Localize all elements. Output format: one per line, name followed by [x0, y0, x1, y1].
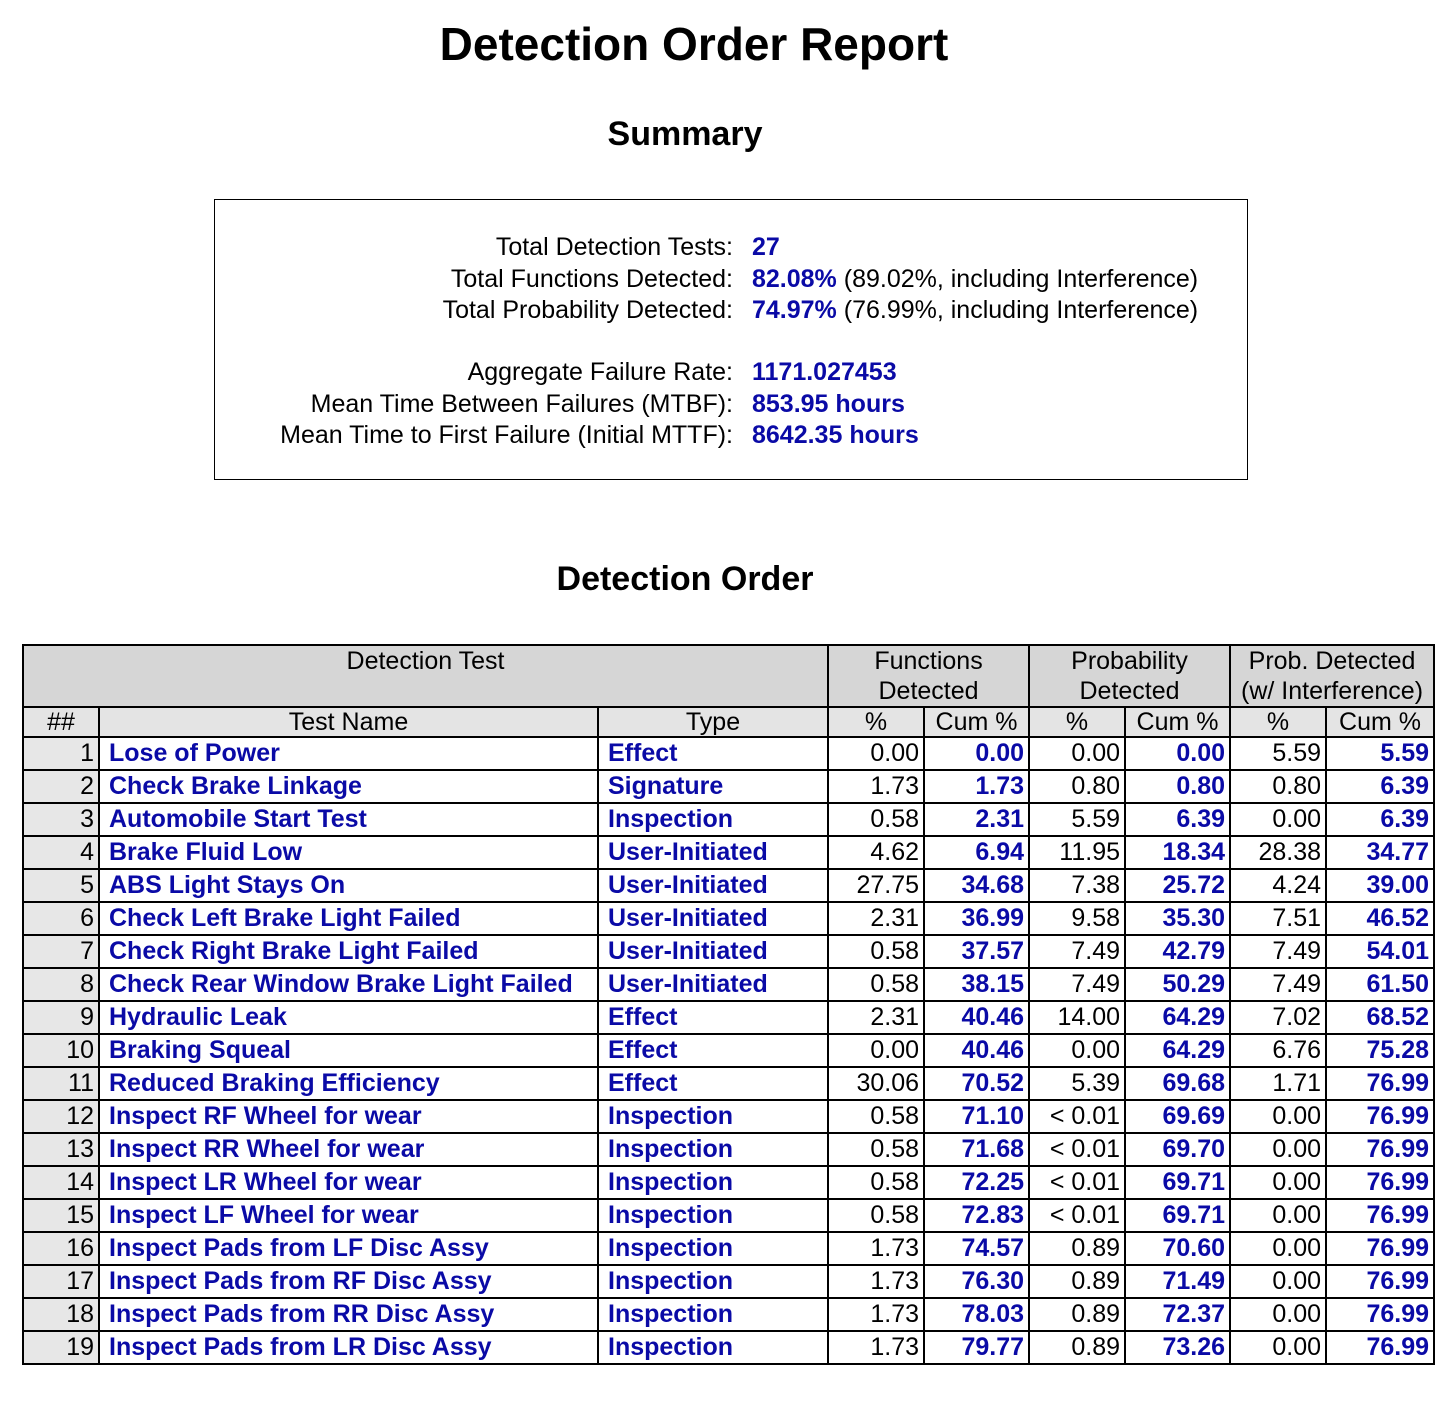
- interference-pct: 0.00: [1230, 1265, 1326, 1298]
- probability-pct: 5.59: [1029, 803, 1125, 836]
- functions-cum-pct: 78.03: [924, 1298, 1029, 1331]
- probability-cum-pct: 71.49: [1125, 1265, 1230, 1298]
- probability-cum-pct: 18.34: [1125, 836, 1230, 869]
- summary-label: Mean Time Between Failures (MTBF):: [310, 390, 733, 418]
- summary-total-tests: [215, 231, 1247, 263]
- summary-value: 1171.027453: [752, 358, 897, 386]
- functions-cum-pct: 37.57: [924, 935, 1029, 968]
- row-number: 10: [23, 1034, 99, 1067]
- functions-cum-pct: 6.94: [924, 836, 1029, 869]
- summary-probability-detected: [215, 294, 1247, 326]
- column-header-num[interactable]: ##: [23, 707, 99, 737]
- group-header-row: [23, 645, 1434, 707]
- group-header-probability-detected: Probability Detected: [1029, 645, 1230, 707]
- functions-pct: 4.62: [828, 836, 924, 869]
- row-number: 15: [23, 1199, 99, 1232]
- functions-cum-pct: 38.15: [924, 968, 1029, 1001]
- functions-cum-pct: 76.30: [924, 1265, 1029, 1298]
- probability-cum-pct: 70.60: [1125, 1232, 1230, 1265]
- probability-pct: 0.89: [1029, 1331, 1125, 1364]
- row-number: 19: [23, 1331, 99, 1364]
- interference-pct: 0.00: [1230, 1133, 1326, 1166]
- row-number: 5: [23, 869, 99, 902]
- table-row: [23, 1100, 1434, 1133]
- interference-cum-pct: 5.59: [1326, 737, 1434, 770]
- probability-cum-pct: 6.39: [1125, 803, 1230, 836]
- test-type-link[interactable]: Inspection: [598, 803, 828, 836]
- probability-cum-pct: 69.68: [1125, 1067, 1230, 1100]
- summary-mttf: [215, 419, 1247, 451]
- interference-cum-pct: 76.99: [1326, 1067, 1434, 1100]
- table-row: [23, 1232, 1434, 1265]
- summary-label: Aggregate Failure Rate:: [467, 358, 733, 386]
- row-number: 9: [23, 1001, 99, 1034]
- summary-value-wrap: [752, 263, 1198, 295]
- probability-cum-pct: 69.71: [1125, 1199, 1230, 1232]
- functions-cum-pct: 72.25: [924, 1166, 1029, 1199]
- table-row: [23, 1001, 1434, 1034]
- functions-cum-pct: 34.68: [924, 869, 1029, 902]
- interference-pct: 0.00: [1230, 1331, 1326, 1364]
- probability-pct: 7.49: [1029, 935, 1125, 968]
- probability-cum-pct: 42.79: [1125, 935, 1230, 968]
- row-number: 17: [23, 1265, 99, 1298]
- table-row: [23, 1298, 1434, 1331]
- row-number: 8: [23, 968, 99, 1001]
- summary-value-wrap: [752, 294, 1198, 326]
- interference-pct: 0.00: [1230, 1199, 1326, 1232]
- summary-box: [214, 199, 1248, 480]
- probability-cum-pct: 64.29: [1125, 1034, 1230, 1067]
- functions-pct: 27.75: [828, 869, 924, 902]
- detection-order-table: [22, 644, 1435, 1365]
- interference-cum-pct: 39.00: [1326, 869, 1434, 902]
- interference-cum-pct: 54.01: [1326, 935, 1434, 968]
- interference-cum-pct: 76.99: [1326, 1298, 1434, 1331]
- interference-cum-pct: 34.77: [1326, 836, 1434, 869]
- column-header-intf-cum[interactable]: Cum %: [1326, 707, 1434, 737]
- test-name-link[interactable]: Inspect RR Wheel for wear: [99, 1133, 598, 1166]
- summary-functions-detected: [215, 263, 1247, 295]
- test-type-link[interactable]: Inspection: [598, 1199, 828, 1232]
- summary-value: 853.95 hours: [752, 390, 905, 418]
- report-title: Detection Order Report: [439, 18, 949, 70]
- test-name-link[interactable]: Check Left Brake Light Failed: [99, 902, 598, 935]
- interference-pct: 7.49: [1230, 968, 1326, 1001]
- column-header-prob-pct[interactable]: %: [1029, 707, 1125, 737]
- test-type-link[interactable]: User-Initiated: [598, 935, 828, 968]
- probability-cum-pct: 25.72: [1125, 869, 1230, 902]
- summary-value-wrap: [752, 419, 919, 451]
- summary-value-wrap: [752, 388, 905, 420]
- probability-pct: < 0.01: [1029, 1100, 1125, 1133]
- test-name-link[interactable]: Inspect Pads from LR Disc Assy: [99, 1331, 598, 1364]
- test-name-link[interactable]: Braking Squeal: [99, 1034, 598, 1067]
- test-name-link[interactable]: Inspect LF Wheel for wear: [99, 1199, 598, 1232]
- probability-cum-pct: 35.30: [1125, 902, 1230, 935]
- row-number: 14: [23, 1166, 99, 1199]
- test-type-link[interactable]: Inspection: [598, 1331, 828, 1364]
- interference-pct: 5.59: [1230, 737, 1326, 770]
- functions-cum-pct: 36.99: [924, 902, 1029, 935]
- test-type-link[interactable]: Inspection: [598, 1298, 828, 1331]
- interference-cum-pct: 6.39: [1326, 803, 1434, 836]
- row-number: 6: [23, 902, 99, 935]
- summary-failure-rate: [215, 356, 1247, 388]
- functions-pct: 1.73: [828, 770, 924, 803]
- interference-pct: 4.24: [1230, 869, 1326, 902]
- probability-cum-pct: 69.71: [1125, 1166, 1230, 1199]
- table-row: [23, 968, 1434, 1001]
- probability-cum-pct: 50.29: [1125, 968, 1230, 1001]
- test-name-link[interactable]: Inspect Pads from RR Disc Assy: [99, 1298, 598, 1331]
- summary-value: 8642.35 hours: [752, 421, 919, 449]
- interference-cum-pct: 76.99: [1326, 1100, 1434, 1133]
- probability-pct: 5.39: [1029, 1067, 1125, 1100]
- row-number: 16: [23, 1232, 99, 1265]
- interference-cum-pct: 76.99: [1326, 1232, 1434, 1265]
- functions-pct: 1.73: [828, 1232, 924, 1265]
- probability-pct: 7.49: [1029, 968, 1125, 1001]
- functions-pct: 0.58: [828, 1199, 924, 1232]
- test-type-link[interactable]: Inspection: [598, 1265, 828, 1298]
- table-row: [23, 1199, 1434, 1232]
- interference-cum-pct: 76.99: [1326, 1331, 1434, 1364]
- functions-pct: 1.73: [828, 1265, 924, 1298]
- test-type-link[interactable]: User-Initiated: [598, 902, 828, 935]
- probability-pct: 0.00: [1029, 1034, 1125, 1067]
- probability-cum-pct: 69.69: [1125, 1100, 1230, 1133]
- test-type-link[interactable]: User-Initiated: [598, 836, 828, 869]
- probability-cum-pct: 64.29: [1125, 1001, 1230, 1034]
- test-name-link[interactable]: Check Right Brake Light Failed: [99, 935, 598, 968]
- test-type-link[interactable]: User-Initiated: [598, 869, 828, 902]
- table-row: [23, 1067, 1434, 1100]
- probability-pct: 14.00: [1029, 1001, 1125, 1034]
- summary-heading: Summary: [607, 115, 763, 153]
- functions-cum-pct: 0.00: [924, 737, 1029, 770]
- test-type-link[interactable]: Effect: [598, 1001, 828, 1034]
- functions-pct: 1.73: [828, 1331, 924, 1364]
- functions-cum-pct: 70.52: [924, 1067, 1029, 1100]
- summary-value: 82.08%: [752, 265, 837, 293]
- column-header-intf-pct[interactable]: %: [1230, 707, 1326, 737]
- interference-pct: 0.00: [1230, 1232, 1326, 1265]
- functions-pct: 2.31: [828, 902, 924, 935]
- interference-cum-pct: 76.99: [1326, 1133, 1434, 1166]
- functions-cum-pct: 71.10: [924, 1100, 1029, 1133]
- test-name-link[interactable]: Inspect Pads from RF Disc Assy: [99, 1265, 598, 1298]
- functions-pct: 0.00: [828, 737, 924, 770]
- functions-cum-pct: 72.83: [924, 1199, 1029, 1232]
- test-type-link[interactable]: Inspection: [598, 1232, 828, 1265]
- test-name-link[interactable]: Automobile Start Test: [99, 803, 598, 836]
- probability-pct: 0.89: [1029, 1265, 1125, 1298]
- summary-value-wrap: [752, 231, 780, 263]
- interference-cum-pct: 61.50: [1326, 968, 1434, 1001]
- column-header-row: [23, 707, 1434, 737]
- functions-pct: 0.58: [828, 1100, 924, 1133]
- test-name-link[interactable]: ABS Light Stays On: [99, 869, 598, 902]
- row-number: 3: [23, 803, 99, 836]
- table-row: [23, 770, 1434, 803]
- probability-pct: 0.00: [1029, 737, 1125, 770]
- interference-cum-pct: 68.52: [1326, 1001, 1434, 1034]
- summary-note: (89.02%, including Interference): [836, 265, 1199, 293]
- functions-cum-pct: 40.46: [924, 1034, 1029, 1067]
- test-name-link[interactable]: Reduced Braking Efficiency: [99, 1067, 598, 1100]
- row-number: 13: [23, 1133, 99, 1166]
- detection-order-heading: Detection Order: [556, 560, 814, 598]
- table-row: [23, 902, 1434, 935]
- interference-pct: 0.80: [1230, 770, 1326, 803]
- group-header-prob-detected-interference: Prob. Detected (w/ Interference): [1230, 645, 1434, 707]
- summary-value-wrap: [752, 356, 897, 388]
- interference-pct: 0.00: [1230, 1298, 1326, 1331]
- functions-cum-pct: 74.57: [924, 1232, 1029, 1265]
- test-name-link[interactable]: Inspect LR Wheel for wear: [99, 1166, 598, 1199]
- interference-pct: 7.49: [1230, 935, 1326, 968]
- functions-pct: 1.73: [828, 1298, 924, 1331]
- table-row: [23, 737, 1434, 770]
- probability-cum-pct: 0.00: [1125, 737, 1230, 770]
- summary-label: Total Detection Tests:: [495, 233, 733, 261]
- test-name-link[interactable]: Check Brake Linkage: [99, 770, 598, 803]
- interference-cum-pct: 75.28: [1326, 1034, 1434, 1067]
- summary-label: Mean Time to First Failure (Initial MTTF):: [280, 421, 733, 449]
- detection-order-body: [23, 737, 1434, 1364]
- test-type-link[interactable]: Inspection: [598, 1100, 828, 1133]
- probability-pct: < 0.01: [1029, 1133, 1125, 1166]
- test-type-link[interactable]: Inspection: [598, 1166, 828, 1199]
- probability-pct: 0.89: [1029, 1232, 1125, 1265]
- summary-label: Total Probability Detected:: [442, 296, 733, 324]
- functions-pct: 0.58: [828, 968, 924, 1001]
- interference-cum-pct: 6.39: [1326, 770, 1434, 803]
- test-type-link[interactable]: Inspection: [598, 1133, 828, 1166]
- interference-pct: 0.00: [1230, 803, 1326, 836]
- probability-pct: 11.95: [1029, 836, 1125, 869]
- probability-cum-pct: 72.37: [1125, 1298, 1230, 1331]
- summary-value: 74.97%: [752, 296, 837, 324]
- test-type-link[interactable]: User-Initiated: [598, 968, 828, 1001]
- test-type-link[interactable]: Signature: [598, 770, 828, 803]
- interference-pct: 6.76: [1230, 1034, 1326, 1067]
- column-header-prob-cum[interactable]: Cum %: [1125, 707, 1230, 737]
- interference-pct: 1.71: [1230, 1067, 1326, 1100]
- probability-pct: 0.80: [1029, 770, 1125, 803]
- table-row: [23, 869, 1434, 902]
- row-number: 7: [23, 935, 99, 968]
- table-row: [23, 1166, 1434, 1199]
- row-number: 2: [23, 770, 99, 803]
- interference-pct: 7.51: [1230, 902, 1326, 935]
- interference-cum-pct: 76.99: [1326, 1199, 1434, 1232]
- summary-label: Total Functions Detected:: [450, 265, 733, 293]
- functions-pct: 0.58: [828, 935, 924, 968]
- table-row: [23, 1331, 1434, 1364]
- table-row: [23, 1133, 1434, 1166]
- column-header-func-cum[interactable]: Cum %: [924, 707, 1029, 737]
- probability-cum-pct: 69.70: [1125, 1133, 1230, 1166]
- interference-pct: 0.00: [1230, 1166, 1326, 1199]
- test-name-link[interactable]: Check Rear Window Brake Light Failed: [99, 968, 598, 1001]
- summary-value: 27: [752, 233, 780, 261]
- test-name-link[interactable]: Inspect RF Wheel for wear: [99, 1100, 598, 1133]
- probability-pct: 7.38: [1029, 869, 1125, 902]
- column-header-test-name[interactable]: Test Name: [99, 707, 598, 737]
- table-row: [23, 803, 1434, 836]
- table-row: [23, 836, 1434, 869]
- summary-mtbf: [215, 388, 1247, 420]
- probability-pct: 9.58: [1029, 902, 1125, 935]
- test-name-link[interactable]: Lose of Power: [99, 737, 598, 770]
- column-header-type[interactable]: Type: [598, 707, 828, 737]
- functions-cum-pct: 40.46: [924, 1001, 1029, 1034]
- functions-pct: 0.00: [828, 1034, 924, 1067]
- interference-cum-pct: 76.99: [1326, 1265, 1434, 1298]
- row-number: 11: [23, 1067, 99, 1100]
- interference-cum-pct: 76.99: [1326, 1166, 1434, 1199]
- interference-cum-pct: 46.52: [1326, 902, 1434, 935]
- probability-pct: < 0.01: [1029, 1199, 1125, 1232]
- probability-pct: < 0.01: [1029, 1166, 1125, 1199]
- test-type-link[interactable]: Effect: [598, 737, 828, 770]
- test-type-link[interactable]: Effect: [598, 1067, 828, 1100]
- probability-cum-pct: 73.26: [1125, 1331, 1230, 1364]
- test-name-link[interactable]: Hydraulic Leak: [99, 1001, 598, 1034]
- group-header-functions-detected: Functions Detected: [828, 645, 1029, 707]
- functions-cum-pct: 79.77: [924, 1331, 1029, 1364]
- interference-pct: 7.02: [1230, 1001, 1326, 1034]
- group-header-detection-test: Detection Test: [23, 645, 828, 707]
- summary-note: (76.99%, including Interference): [836, 296, 1199, 324]
- functions-pct: 30.06: [828, 1067, 924, 1100]
- table-row: [23, 1265, 1434, 1298]
- interference-pct: 0.00: [1230, 1100, 1326, 1133]
- functions-cum-pct: 71.68: [924, 1133, 1029, 1166]
- table-row: [23, 1034, 1434, 1067]
- column-header-func-pct[interactable]: %: [828, 707, 924, 737]
- functions-pct: 2.31: [828, 1001, 924, 1034]
- test-name-link[interactable]: Brake Fluid Low: [99, 836, 598, 869]
- table-row: [23, 935, 1434, 968]
- row-number: 1: [23, 737, 99, 770]
- functions-pct: 0.58: [828, 1166, 924, 1199]
- interference-pct: 28.38: [1230, 836, 1326, 869]
- functions-cum-pct: 1.73: [924, 770, 1029, 803]
- test-type-link[interactable]: Effect: [598, 1034, 828, 1067]
- probability-cum-pct: 0.80: [1125, 770, 1230, 803]
- row-number: 12: [23, 1100, 99, 1133]
- row-number: 18: [23, 1298, 99, 1331]
- functions-pct: 0.58: [828, 1133, 924, 1166]
- functions-pct: 0.58: [828, 803, 924, 836]
- probability-pct: 0.89: [1029, 1298, 1125, 1331]
- functions-cum-pct: 2.31: [924, 803, 1029, 836]
- test-name-link[interactable]: Inspect Pads from LF Disc Assy: [99, 1232, 598, 1265]
- row-number: 4: [23, 836, 99, 869]
